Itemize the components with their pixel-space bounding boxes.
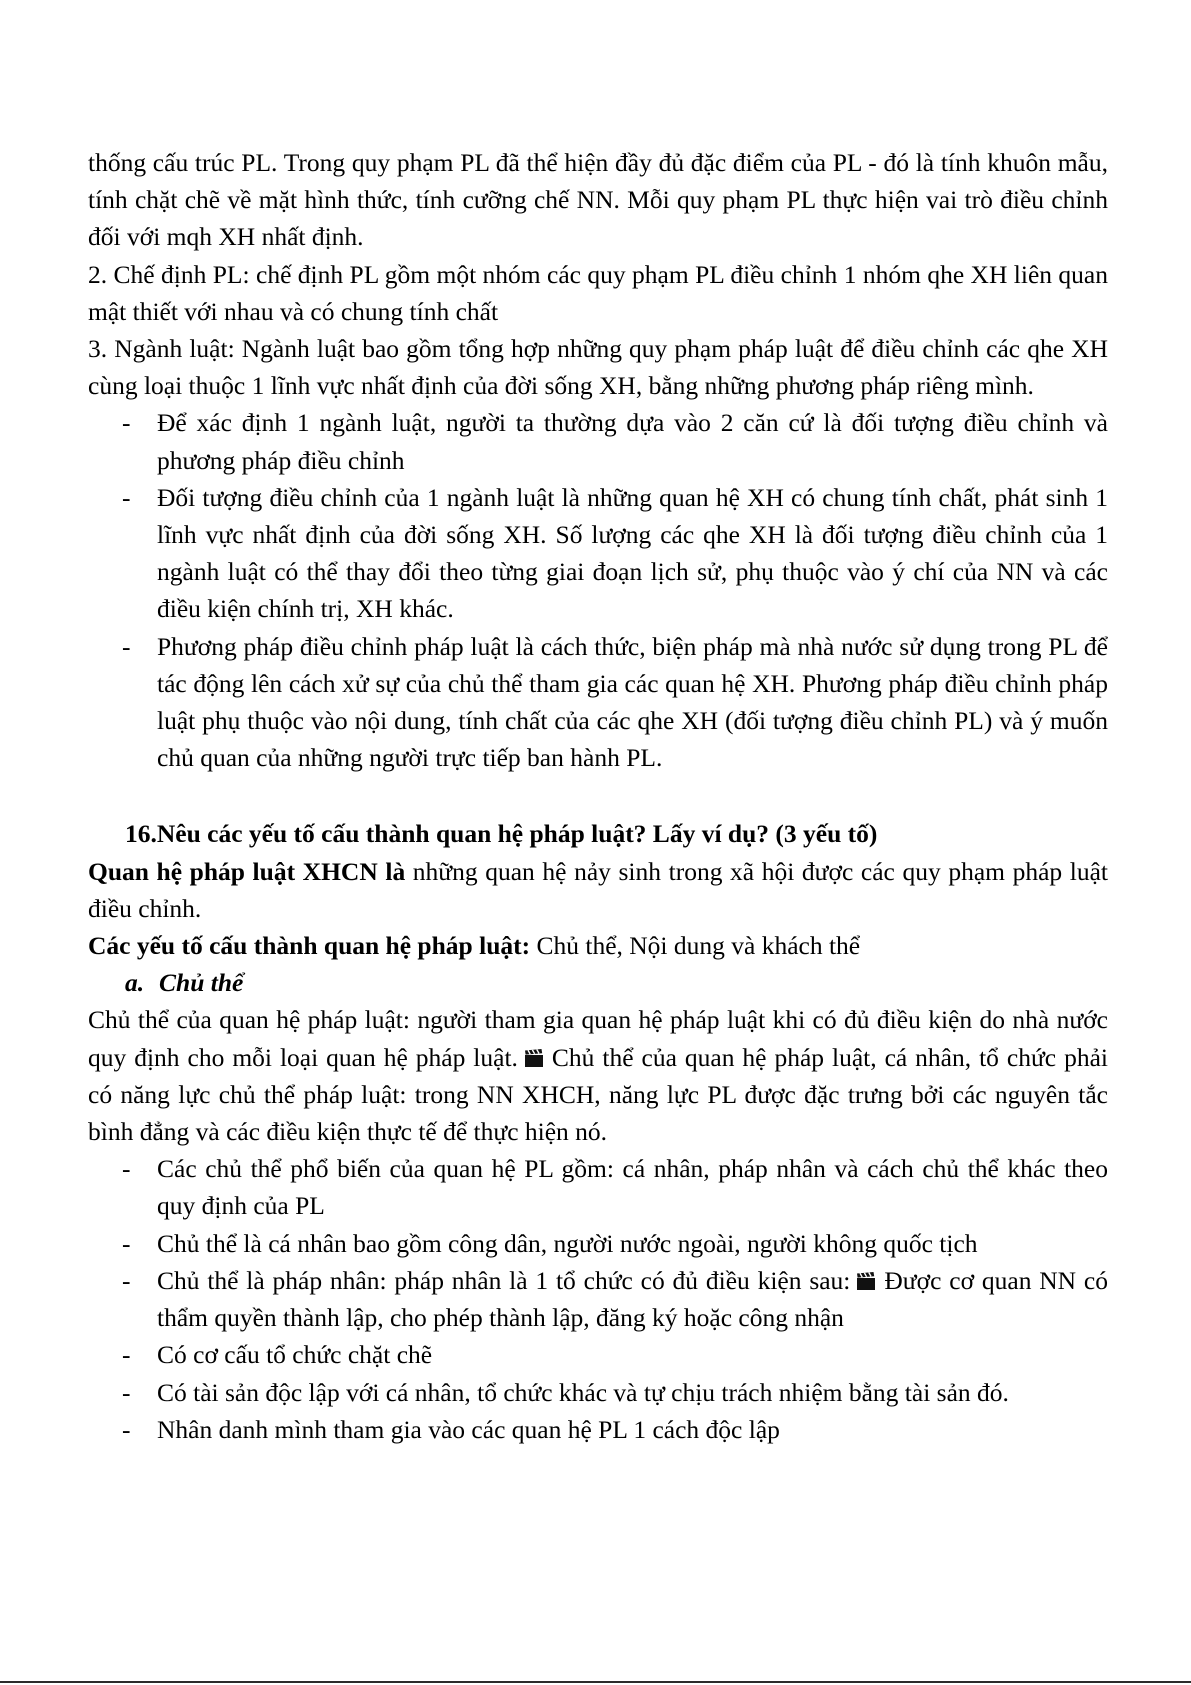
bullet-dash: - (122, 631, 131, 661)
list-item-text: Chủ thể là cá nhân bao gồm công dân, người nước ngoài, người không quốc tịch (157, 1228, 978, 1258)
subject-paragraph (88, 1001, 1108, 1150)
bullet-dash: - (122, 1265, 131, 1295)
elements-term: Các yếu tố cấu thành quan hệ pháp luật: (88, 931, 531, 961)
subsection-letter: a. (125, 968, 145, 998)
list-item (88, 1411, 1108, 1448)
subject-text-a: Chủ thể của quan hệ pháp luật: người tham gia quan hệ pháp luật khi có đủ điều kiện do nhà nước quy định cho mỗi loại quan hệ pháp luật. (88, 1005, 1108, 1072)
bullet-dash: - (122, 408, 131, 438)
list-item-text: Có tài sản độc lập với cá nhân, tổ chức khác và tự chịu trách nhiệm bằng tài sản đó. (157, 1377, 1009, 1407)
document-page (88, 144, 1108, 1448)
bullet-dash: - (122, 1414, 131, 1444)
list-item (88, 1374, 1108, 1411)
page-bottom-rule (0, 1681, 1191, 1683)
bullet-dash: - (122, 1377, 131, 1407)
elements-text: Chủ thể, Nội dung và khách thể (530, 931, 861, 961)
bullet-dash: - (122, 1340, 131, 1370)
subsection-heading-chu-the (88, 964, 1108, 1001)
list-item-text: Phương pháp điều chỉnh pháp luật là cách thức, biện pháp mà nhà nước sử dụng trong PL để tác động lên cách xử sự của chủ thể tham gia các quan hệ XH. Phương pháp điều chỉnh pháp luật phụ thuộc vào nội dung, tính chất của các qhe XH (đối tượng điều chỉnh PL) và ý muốn chủ quan của những người trực tiếp ban hành PL. (157, 631, 1108, 773)
list-item-text: Nhân danh mình tham gia vào các quan hệ PL 1 cách độc lập (157, 1414, 780, 1444)
section-2-che-dinh: 2. Chế định PL: chế định PL gồm một nhóm các quy phạm PL điều chỉnh 1 nhóm qhe XH liên quan mật thiết với nhau và có chung tính chất (88, 259, 1108, 326)
definition-paragraph (88, 853, 1108, 927)
list-item (88, 628, 1108, 777)
subject-text-b: Chủ thể của quan hệ pháp luật, cá nhân, tổ chức phải có năng lực chủ thể pháp luật: trong NN XHCH, năng lực PL được đặc trưng bởi các nguyên tắc bình đẳng và các điều kiện thực tế để thực hiện nó. (88, 1042, 1108, 1147)
list-item (88, 1262, 1108, 1336)
list-item-text: Đối tượng điều chỉnh của 1 ngành luật là những quan hệ XH có chung tính chất, phát sinh 1 lĩnh vực nhất định của đời sống XH. Số lượng các qhe XH là đối tượng điều chỉnh của 1 ngành luật có thể thay đổi theo từng giai đoạn lịch sử, phụ thuộc vào ý chí của NN và các điều kiện chính trị, XH khác. (157, 482, 1108, 624)
list-item-text: Các chủ thể phổ biến của quan hệ PL gồm: cá nhân, pháp nhân và cách chủ thể khác theo quy định của PL (157, 1154, 1108, 1221)
section-3-bullet-list (88, 404, 1108, 776)
list-item (88, 479, 1108, 628)
subsection-title: Chủ thể (159, 968, 244, 998)
list-item-text: Để xác định 1 ngành luật, người ta thường dựa vào 2 căn cứ là đối tượng điều chỉnh và phương pháp điều chỉnh (157, 408, 1108, 475)
bullet-dash: - (122, 1228, 131, 1258)
list-item (88, 1150, 1108, 1224)
question-16-heading: 16.Nêu các yếu tố cấu thành quan hệ pháp luật? Lấy ví dụ? (3 yếu tố) (125, 819, 878, 849)
bullet-dash: - (122, 482, 131, 512)
definition-text: những quan hệ nảy sinh trong xã hội được các quy phạm pháp luật điều chỉnh. (88, 856, 1108, 923)
definition-term: Quan hệ pháp luật XHCN là (88, 856, 406, 886)
legal-entity-text-b: Được cơ quan NN có thẩm quyền thành lập, cho phép thành lập, đăng ký hoặc công nhận (157, 1265, 1108, 1333)
subject-bullet-list (88, 1150, 1108, 1448)
bullet-dash: - (122, 1154, 131, 1184)
clapperboard-icon (856, 1264, 876, 1283)
intro-paragraph: thống cấu trúc PL. Trong quy phạm PL đã thể hiện đầy đủ đặc điểm của PL - đó là tính khuôn mẫu, tính chặt chẽ về mặt hình thức, tính cưỡng chế NN. Mỗi quy phạm PL thực hiện vai trò điều chỉnh đối với mqh XH nhất định. (88, 148, 1108, 252)
elements-paragraph (88, 927, 1108, 964)
legal-entity-text-a: Chủ thể là pháp nhân: pháp nhân là 1 tổ chức có đủ điều kiện sau: (157, 1265, 851, 1295)
clapperboard-icon (524, 1041, 544, 1060)
list-item (88, 1225, 1108, 1262)
section-3-nganh-luat: 3. Ngành luật: Ngành luật bao gồm tổng hợp những quy phạm pháp luật để điều chỉnh các qhe XH cùng loại thuộc 1 lĩnh vực nhất định của đời sống XH, bằng những phương pháp riêng mình. (88, 334, 1108, 401)
list-item (88, 1336, 1108, 1373)
list-item (88, 404, 1108, 478)
list-item-text: Có cơ cấu tổ chức chặt chẽ (157, 1340, 433, 1370)
